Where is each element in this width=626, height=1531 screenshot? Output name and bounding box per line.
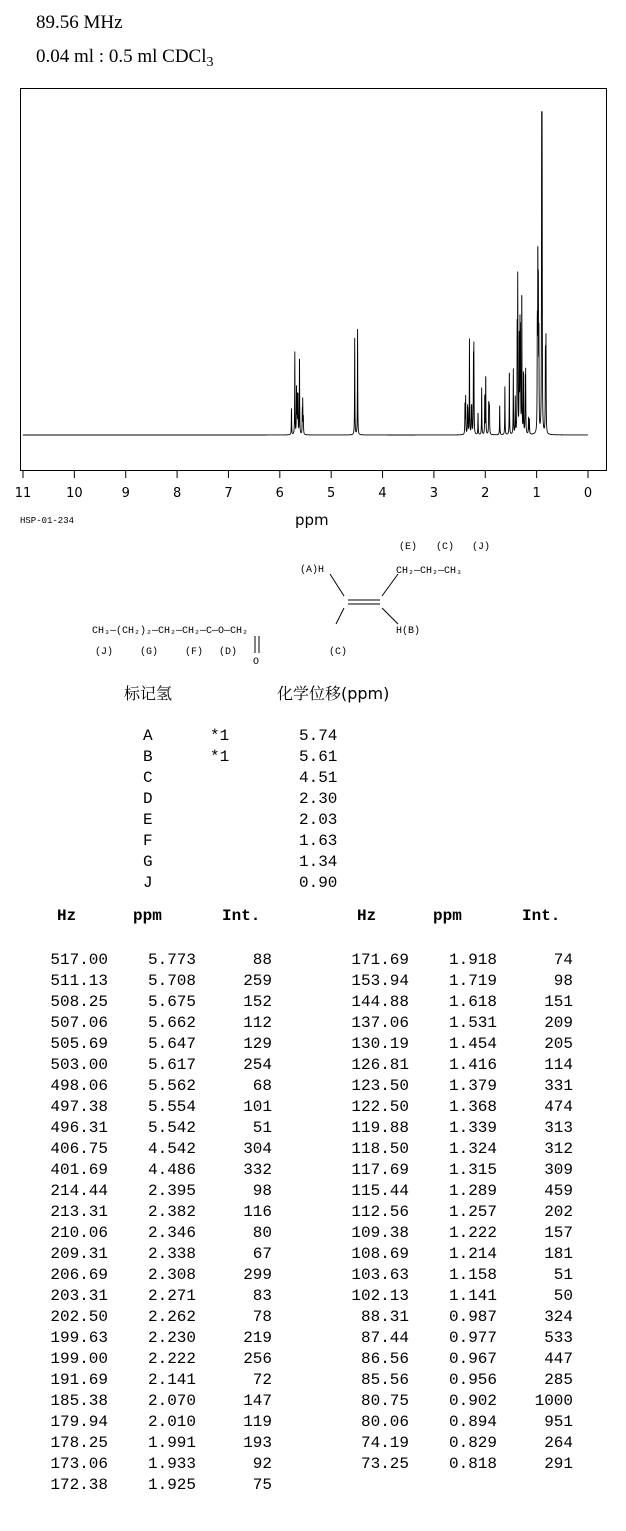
carbonyl-oxygen: O [253,657,260,668]
peak-ppm: 1.454 [448,1035,497,1053]
peak-ppm: 1.214 [448,1245,497,1263]
peak-hz: 401.69 [50,1161,108,1179]
label-j-bottom: (J) [95,647,114,658]
x-tick-label: 6 [275,486,284,501]
assignment-label: E [143,811,153,829]
assignment-row [0,790,400,811]
assignment-shift: 5.74 [299,727,338,745]
peak-hz: 172.38 [50,1476,108,1494]
peak-ppm: 5.708 [147,972,196,990]
peak-ppm: 0.818 [448,1455,497,1473]
peak-row [301,1203,591,1224]
peak-int: 299 [243,1266,272,1284]
peak-ppm: 5.675 [147,993,196,1011]
peak-hz: 87.44 [360,1329,409,1347]
peak-hz: 118.50 [351,1140,409,1158]
peak-row [301,1119,591,1140]
peak-int: 181 [544,1245,573,1263]
peak-ppm: 2.230 [147,1329,196,1347]
peak-row [301,1392,591,1413]
assignment-row [0,727,400,748]
peak-hz: 202.50 [50,1308,108,1326]
peak-row [301,951,591,972]
peak-ppm: 1.991 [147,1434,196,1452]
peak-int: 474 [544,1098,573,1116]
header-ppm-right: ppm [433,907,462,925]
peak-int: 331 [544,1077,573,1095]
peak-ppm: 5.662 [147,1014,196,1032]
peak-row [0,1245,290,1266]
assignment-shift: 4.51 [299,769,338,787]
peak-ppm: 4.542 [147,1140,196,1158]
peak-row [301,1161,591,1182]
peak-ppm: 1.618 [448,993,497,1011]
peak-hz: 507.06 [50,1014,108,1032]
peak-hz: 497.38 [50,1098,108,1116]
bond-to-ch2-ester [336,608,344,624]
peak-hz: 171.69 [351,951,409,969]
peak-row [0,1371,290,1392]
peak-ppm: 1.289 [448,1182,497,1200]
x-tick-label: 5 [327,486,336,501]
peak-row [301,1350,591,1371]
assignment-row [0,769,400,790]
solvent-text: 0.04 ml : 0.5 ml CDCl [36,46,207,67]
peak-int: 51 [553,1266,573,1284]
peak-int: 75 [252,1476,272,1494]
peak-ppm: 2.346 [147,1224,196,1242]
peak-row [0,993,290,1014]
assignment-shift: 1.34 [299,853,338,871]
peak-int: 50 [553,1287,573,1305]
label-d-bottom: (D) [219,647,238,658]
peak-hz: 406.75 [50,1140,108,1158]
peak-row [0,951,290,972]
peak-hz: 102.13 [351,1287,409,1305]
peak-hz: 178.25 [50,1434,108,1452]
assignment-label: C [143,769,153,787]
peak-int: 112 [243,1014,272,1032]
label-g-bottom: (G) [140,647,159,658]
peak-int: 309 [544,1161,573,1179]
peak-row [301,972,591,993]
peak-int: 313 [544,1119,573,1137]
peak-hz: 117.69 [351,1161,409,1179]
peak-row [0,1434,290,1455]
peak-int: 83 [252,1287,272,1305]
header-ppm-left: ppm [133,907,162,925]
peak-row [0,1266,290,1287]
spectrometer-frequency: 89.56 MHz [36,12,123,33]
label-hb: H(B) [396,626,421,637]
peak-row [0,972,290,993]
peak-int: 304 [243,1140,272,1158]
peak-int: 324 [544,1308,573,1326]
assignment-shift: 0.90 [299,874,338,892]
peak-row [301,1056,591,1077]
peak-hz: 505.69 [50,1035,108,1053]
peak-ppm: 1.368 [448,1098,497,1116]
assignment-row [0,748,400,769]
assignment-col-shift: 化学位移(ppm) [277,684,390,703]
peak-ppm: 1.918 [448,951,497,969]
x-tick-label: 3 [429,486,439,501]
peak-hz: 498.06 [50,1077,108,1095]
peak-hz: 137.06 [351,1014,409,1032]
main-chain: CH₃—(CH₂)₂—CH₂—CH₂—C—O—CH₂ [92,626,249,637]
peak-ppm: 2.395 [147,1182,196,1200]
peak-int: 202 [544,1203,573,1221]
assignment-shift: 1.63 [299,832,338,850]
peak-int: 80 [252,1224,272,1242]
peak-row [301,1329,591,1350]
peak-hz: 80.75 [360,1392,409,1410]
peak-int: 151 [544,993,573,1011]
molecule-structure [0,530,626,670]
peak-hz: 88.31 [360,1308,409,1326]
peak-row [0,1140,290,1161]
peak-int: 459 [544,1182,573,1200]
spectrum-trace [23,112,588,435]
peak-row [0,1392,290,1413]
peak-ppm: 4.486 [147,1161,196,1179]
peak-hz: 508.25 [50,993,108,1011]
peak-int: 129 [243,1035,272,1053]
peak-int: 533 [544,1329,573,1347]
peak-int: 205 [544,1035,573,1053]
x-tick-label: 1 [532,486,541,501]
header-int-right: Int. [522,907,561,925]
peak-ppm: 1.315 [448,1161,497,1179]
label-f-bottom: (F) [185,647,204,658]
peak-ppm: 2.010 [147,1413,196,1431]
peak-ppm: 1.141 [448,1287,497,1305]
peak-hz: 191.69 [50,1371,108,1389]
peak-int: 72 [252,1371,272,1389]
peak-row [301,1035,591,1056]
peak-row [301,1245,591,1266]
peak-ppm: 2.141 [147,1371,196,1389]
peak-row [301,1182,591,1203]
peak-ppm: 0.894 [448,1413,497,1431]
peak-hz: 103.63 [351,1266,409,1284]
peak-ppm: 0.967 [448,1350,497,1368]
peak-int: 312 [544,1140,573,1158]
label-e-top: (E) [399,542,418,553]
peak-row [0,1077,290,1098]
x-axis-label: ppm [295,511,329,529]
peak-ppm: 2.338 [147,1245,196,1263]
peak-int: 209 [544,1014,573,1032]
assignment-label: G [143,853,153,871]
peak-row [301,1077,591,1098]
peak-ppm: 5.562 [147,1077,196,1095]
peak-hz: 115.44 [351,1182,409,1200]
peak-hz: 517.00 [50,951,108,969]
peak-row [0,1161,290,1182]
peak-ppm: 0.987 [448,1308,497,1326]
peak-hz: 123.50 [351,1077,409,1095]
peak-hz: 173.06 [50,1455,108,1473]
peak-int: 254 [243,1056,272,1074]
peak-int: 147 [243,1392,272,1410]
peak-int: 119 [243,1413,272,1431]
assignment-label: B [143,748,153,766]
peak-ppm: 2.262 [147,1308,196,1326]
peak-ppm: 1.933 [147,1455,196,1473]
peak-hz: 496.31 [50,1119,108,1137]
peak-ppm: 1.416 [448,1056,497,1074]
assignment-shift: 5.61 [299,748,338,766]
peak-int: 67 [252,1245,272,1263]
peak-ppm: 2.070 [147,1392,196,1410]
peak-ppm: 1.531 [448,1014,497,1032]
peak-ppm: 5.554 [147,1098,196,1116]
peak-hz: 130.19 [351,1035,409,1053]
peak-row [301,1140,591,1161]
header-hz-right: Hz [357,907,377,925]
peak-row [0,1413,290,1434]
peak-int: 193 [243,1434,272,1452]
peak-row [0,1203,290,1224]
peak-int: 264 [544,1434,573,1452]
peak-hz: 122.50 [351,1098,409,1116]
assignment-label: A [143,727,153,745]
peak-ppm: 5.617 [147,1056,196,1074]
peak-ppm: 1.222 [448,1224,497,1242]
peak-int: 116 [243,1203,272,1221]
peak-row [301,1266,591,1287]
peak-hz: 80.06 [360,1413,409,1431]
peak-ppm: 2.222 [147,1350,196,1368]
x-tick-label: 9 [121,486,130,501]
peak-int: 285 [544,1371,573,1389]
peak-hz: 203.31 [50,1287,108,1305]
peak-int: 951 [544,1413,573,1431]
assignment-shift: 2.03 [299,811,338,829]
peak-hz: 85.56 [360,1371,409,1389]
nmr-spectrum-chart [0,0,626,540]
peak-hz: 144.88 [351,993,409,1011]
peak-hz: 109.38 [351,1224,409,1242]
peak-row [0,1455,290,1476]
peak-hz: 74.19 [360,1434,409,1452]
peak-hz: 112.56 [351,1203,409,1221]
peak-hz: 73.25 [360,1455,409,1473]
peak-int: 219 [243,1329,272,1347]
peak-hz: 199.00 [50,1350,108,1368]
peak-int: 332 [243,1161,272,1179]
assignment-label: D [143,790,153,808]
peak-int: 259 [243,972,272,990]
peak-row [0,1287,290,1308]
peak-hz: 119.88 [351,1119,409,1137]
assignment-row [0,874,400,895]
peak-hz: 214.44 [50,1182,108,1200]
peak-hz: 206.69 [50,1266,108,1284]
x-axis-ticks [15,471,592,502]
header-hz-left: Hz [57,907,77,925]
peak-row [0,1329,290,1350]
peak-int: 101 [243,1098,272,1116]
label-j-top: (J) [472,542,491,553]
peak-row [0,1119,290,1140]
peak-ppm: 1.324 [448,1140,497,1158]
peak-ppm: 1.379 [448,1077,497,1095]
peak-hz: 209.31 [50,1245,108,1263]
peak-row [301,1308,591,1329]
x-tick-label: 0 [583,486,593,501]
peak-ppm: 5.773 [147,951,196,969]
peak-hz: 153.94 [351,972,409,990]
peak-int: 447 [544,1350,573,1368]
x-tick-label: 4 [378,486,387,501]
peak-int: 88 [252,951,272,969]
peak-row [301,1434,591,1455]
assignment-row [0,853,400,874]
peak-ppm: 2.382 [147,1203,196,1221]
assignment-label: F [143,832,153,850]
peak-ppm: 0.829 [448,1434,497,1452]
bond-to-hb [382,608,398,624]
x-tick-label: 2 [481,486,490,501]
assignment-label: J [143,874,153,892]
top-chain: CH₂—CH₂—CH₃ [396,566,463,577]
peak-hz: 213.31 [50,1203,108,1221]
peak-int: 291 [544,1455,573,1473]
peak-hz: 179.94 [50,1413,108,1431]
assignment-row [0,832,400,853]
peak-row [301,1371,591,1392]
peak-ppm: 5.542 [147,1119,196,1137]
peak-int: 152 [243,993,272,1011]
peak-hz: 210.06 [50,1224,108,1242]
peak-ppm: 1.719 [448,972,497,990]
peak-hz: 185.38 [50,1392,108,1410]
peak-int: 157 [544,1224,573,1242]
peak-int: 114 [544,1056,573,1074]
peak-hz: 503.00 [50,1056,108,1074]
assignment-note: *1 [210,748,230,766]
peak-row [0,1014,290,1035]
peak-hz: 199.63 [50,1329,108,1347]
peak-int: 92 [252,1455,272,1473]
peak-row [301,1098,591,1119]
peak-ppm: 1.339 [448,1119,497,1137]
peak-row [301,993,591,1014]
peak-row [0,1350,290,1371]
x-tick-label: 10 [66,486,83,501]
peak-ppm: 0.902 [448,1392,497,1410]
peak-row [0,1035,290,1056]
x-tick-label: 11 [14,486,32,501]
x-tick-label: 7 [224,486,233,501]
assignment-col-label: 标记氢 [124,684,173,703]
label-c-bottom: (C) [329,647,348,658]
bond-to-ch2-top [382,574,398,596]
peak-row [0,1476,290,1497]
peak-row [301,1413,591,1434]
peak-hz: 108.69 [351,1245,409,1263]
peak-int: 98 [252,1182,272,1200]
peak-ppm: 0.956 [448,1371,497,1389]
peak-hz: 86.56 [360,1350,409,1368]
peak-ppm: 1.257 [448,1203,497,1221]
solvent-subscript: 3 [206,55,214,70]
peak-ppm: 2.308 [147,1266,196,1284]
peak-row [301,1455,591,1476]
peak-int: 68 [252,1077,272,1095]
peak-row [301,1287,591,1308]
label-c-top: (C) [436,542,455,553]
peak-ppm: 0.977 [448,1329,497,1347]
peak-int: 74 [553,951,573,969]
peak-ppm: 2.271 [147,1287,196,1305]
peak-ppm: 1.925 [147,1476,196,1494]
peak-int: 98 [553,972,573,990]
peak-int: 51 [252,1119,272,1137]
peak-row [301,1224,591,1245]
spectrum-id: HSP-01-234 [20,516,75,526]
peak-hz: 126.81 [351,1056,409,1074]
label-ha: (A)H [300,565,325,576]
peak-int: 256 [243,1350,272,1368]
peak-row [0,1308,290,1329]
peak-row [0,1182,290,1203]
peak-row [0,1098,290,1119]
peak-row [0,1224,290,1245]
assignment-shift: 2.30 [299,790,338,808]
header-int-left: Int. [222,907,261,925]
peak-ppm: 5.647 [147,1035,196,1053]
peak-ppm: 1.158 [448,1266,497,1284]
bond-ha [330,574,344,596]
assignment-row [0,811,400,832]
peak-hz: 511.13 [50,972,108,990]
peak-row [301,1014,591,1035]
x-tick-label: 8 [172,486,182,501]
assignment-note: *1 [210,727,230,745]
peak-int: 1000 [534,1392,573,1410]
peak-int: 78 [252,1308,272,1326]
peak-row [0,1056,290,1077]
